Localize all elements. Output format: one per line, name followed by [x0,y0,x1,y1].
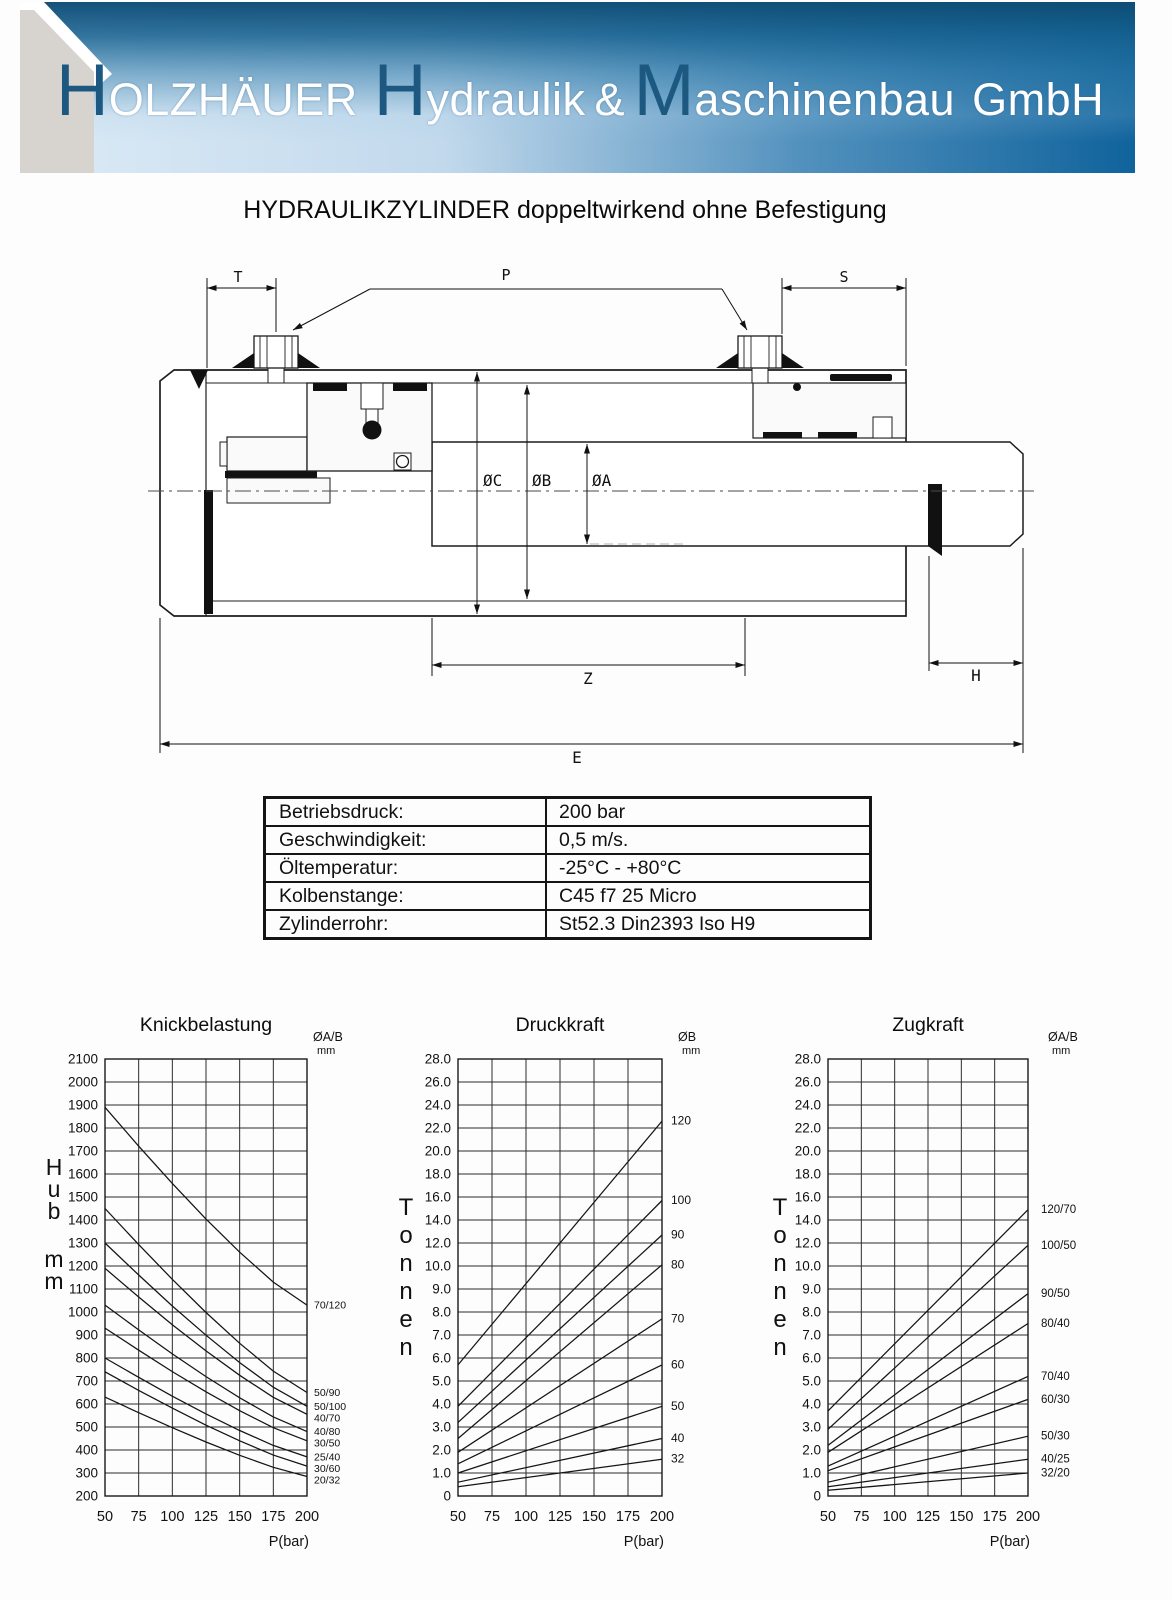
right-axis-title: ØA/B [313,1030,343,1044]
y-tick-label: 10.0 [424,1258,451,1274]
y-tick-label: 300 [75,1465,98,1481]
series-label: 40/80 [314,1426,341,1439]
y-tick-label: 4.0 [432,1396,451,1412]
cap-seal-band [204,490,213,614]
y-axis-title-letter: o [773,1222,787,1249]
series-label: 32 [671,1451,685,1466]
y-axis-title-letter: e [773,1306,787,1333]
y-tick-label: 28.0 [794,1051,821,1067]
y-tick-label: 800 [75,1350,98,1366]
y-tick-label: 900 [75,1327,98,1343]
y-tick-label: 24.0 [794,1097,821,1113]
chart-druckkraft [399,1014,701,1550]
rod-wiper-seal [928,484,942,556]
spec-value: St52.3 Din2393 Iso H9 [559,912,756,935]
y-tick-label: 16.0 [794,1189,821,1205]
y-tick-label: 2100 [67,1051,98,1067]
series-label: 120 [671,1113,692,1128]
y-tick-label: 7.0 [802,1327,821,1343]
piston-seal [393,383,427,391]
x-tick-label: 200 [1015,1509,1041,1525]
dim-label-s: S [839,268,849,286]
series-label: 90 [671,1227,685,1242]
dim-label-p: P [501,266,511,284]
table-row [266,909,869,937]
y-axis-title-letter: u [47,1176,61,1202]
y-tick-label: 1800 [67,1120,98,1136]
x-tick-label: 75 [130,1509,147,1525]
company-banner [20,2,1135,173]
y-axis-title-letter: n [773,1278,787,1305]
series-label: 60 [671,1357,685,1372]
x-axis-label: P(bar) [623,1534,664,1550]
y-tick-label: 1400 [67,1212,98,1228]
x-tick-label: 200 [294,1509,320,1525]
right-axis-title: ØB [678,1030,697,1044]
y-tick-label: 700 [75,1373,98,1389]
spec-value: 0,5 m/s. [559,828,629,851]
dim-label-dia-a: ØA [592,471,612,490]
y-tick-label: 6.0 [802,1350,821,1366]
y-axis-title-letter: T [398,1194,414,1221]
chart-knickbelastung [44,1014,346,1550]
y-tick-label: 26.0 [794,1074,821,1090]
y-tick-label: 600 [75,1396,98,1412]
y-tick-label: 0 [813,1488,821,1504]
y-tick-label: 20.0 [794,1143,821,1159]
y-tick-label: 14.0 [794,1212,821,1228]
x-axis-label: P(bar) [268,1534,309,1550]
series-label: 50/30 [1041,1430,1070,1443]
y-tick-label: 1200 [67,1258,98,1274]
piston-rod [432,442,1023,556]
chart-title: Druckkraft [515,1014,605,1036]
y-axis-title-letter: n [773,1250,787,1277]
table-row [266,825,869,853]
series-label: 100/50 [1041,1239,1077,1252]
x-tick-label: 50 [819,1509,837,1525]
y-tick-label: 3.0 [802,1419,821,1435]
y-tick-label: 1.0 [432,1465,451,1481]
spec-table [263,796,872,940]
spec-value: C45 f7 25 Micro [559,884,697,907]
y-tick-label: 2.0 [802,1442,821,1458]
table-row [266,881,869,909]
spec-label: Öltemperatur: [266,855,547,881]
company-initial-2: H [373,50,427,131]
series-label: 70 [671,1311,685,1326]
x-tick-label: 100 [882,1509,907,1525]
y-tick-label: 200 [75,1488,98,1504]
y-axis-title-letter: m [44,1268,64,1294]
chart-zugkraft [773,1014,1078,1550]
x-tick-label: 100 [513,1509,539,1525]
y-axis-title-letter: n [399,1278,413,1305]
gland-seal [818,432,857,439]
series-label: 120/70 [1041,1204,1077,1217]
y-tick-label: 10.0 [794,1258,821,1274]
x-tick-label: 125 [915,1509,941,1525]
series-label: 100 [671,1192,692,1207]
gland-assembly [753,374,906,439]
spec-label: Kolbenstange: [266,883,547,909]
y-tick-label: 5.0 [802,1373,821,1389]
right-axis-title: ØA/B [1048,1030,1078,1044]
gland-seal [763,432,802,439]
y-tick-label: 24.0 [424,1097,451,1113]
y-tick-label: 26.0 [424,1074,451,1090]
company-word-1: OLZHÄUER [108,74,358,125]
series-label: 80/40 [1041,1318,1070,1330]
y-tick-label: 1500 [67,1189,98,1205]
y-tick-label: 8.0 [432,1304,451,1320]
dimension-z [432,618,745,688]
x-tick-label: 175 [982,1509,1007,1525]
y-tick-label: 18.0 [794,1166,821,1182]
y-tick-label: 9.0 [432,1281,451,1297]
o-ring [397,456,409,468]
company-name [56,2,1104,173]
dimension-p [293,266,747,330]
cylinder-section-drawing [130,256,1070,781]
y-tick-label: 9.0 [802,1281,821,1297]
y-axis-title-letter: e [399,1306,413,1333]
y-tick-label: 1300 [67,1235,98,1251]
company-word-3: aschinenbau [694,74,956,125]
company-suffix: GmbH [972,74,1105,125]
x-tick-label: 125 [547,1509,573,1525]
spec-label: Zylinderrohr: [266,911,547,937]
series-label: 30/50 [314,1437,341,1450]
y-axis-title-letter: o [399,1222,413,1249]
x-tick-label: 150 [949,1509,974,1525]
x-tick-label: 100 [160,1509,185,1525]
right-axis-title-unit: mm [1052,1045,1071,1057]
right-axis-title-unit: mm [317,1045,336,1057]
y-tick-label: 1900 [67,1097,98,1113]
y-tick-label: 1.0 [802,1465,821,1481]
series-label: 50/100 [314,1400,347,1413]
series-label: 90/50 [1041,1288,1070,1301]
x-tick-label: 75 [483,1509,501,1525]
series-label: 60/30 [1041,1393,1070,1406]
dimension-e [160,618,1023,767]
y-tick-label: 2.0 [432,1442,451,1458]
y-tick-label: 1100 [68,1281,98,1297]
y-tick-label: 400 [75,1442,98,1458]
x-tick-label: 200 [649,1509,675,1525]
series-label: 70/40 [1041,1370,1070,1383]
spec-value: -25°C - +80°C [559,856,682,879]
company-initial-3: M [633,50,695,131]
table-row [266,799,869,825]
y-tick-label: 7.0 [432,1327,451,1343]
piston-seal [313,383,347,391]
dim-label-t: T [233,268,243,286]
y-tick-label: 6.0 [432,1350,451,1366]
x-axis-label: P(bar) [989,1534,1030,1550]
series-label: 40/25 [1041,1453,1070,1466]
o-ring [793,383,801,391]
company-initial-1: H [56,50,109,131]
y-axis-title-letter: n [399,1334,413,1361]
spec-label: Geschwindigkeit: [266,827,547,853]
page-title: HYDRAULIKZYLINDER doppeltwirkend ohne Befestigung [243,196,887,224]
y-axis-title-letter: H [45,1154,63,1180]
dim-label-e: E [572,748,582,767]
seal-band [830,374,892,381]
ampersand: & [594,74,625,125]
y-tick-label: 28.0 [424,1051,451,1067]
o-ring [363,421,382,440]
series-label: 30/60 [314,1462,341,1475]
piston-assembly [307,383,432,471]
x-tick-label: 150 [227,1509,252,1525]
series-label: 40/70 [314,1412,341,1425]
series-label: 50/90 [314,1387,341,1399]
charts [0,985,1172,1565]
chart-title: Knickbelastung [139,1014,273,1036]
y-axis-title-letter: b [47,1198,61,1224]
y-tick-label: 16.0 [424,1189,451,1205]
y-tick-label: 22.0 [794,1120,821,1136]
series-label: 25/40 [314,1451,341,1464]
y-tick-label: 18.0 [424,1166,451,1182]
y-axis-title-letter: T [772,1194,788,1221]
y-tick-label: 12.0 [794,1235,821,1251]
company-word-2: ydraulik [426,74,586,125]
series-label: 70/120 [314,1299,347,1312]
x-tick-label: 150 [581,1509,607,1525]
x-tick-label: 50 [96,1509,114,1525]
dim-label-dia-b: ØB [532,471,552,490]
y-tick-label: 0 [443,1488,451,1504]
y-tick-label: 1700 [67,1143,98,1159]
series-label: 40 [671,1431,685,1445]
y-tick-label: 1000 [67,1304,98,1320]
dim-label-dia-c: ØC [483,471,503,490]
y-tick-label: 22.0 [424,1120,451,1136]
y-axis-title-letter: n [399,1250,413,1277]
y-axis-title-letter: m [44,1246,64,1272]
y-tick-label: 20.0 [424,1143,451,1159]
y-tick-label: 14.0 [424,1212,451,1228]
dimension-s [782,268,906,366]
y-tick-label: 5.0 [432,1373,451,1389]
x-tick-label: 175 [261,1509,286,1525]
spec-value: 200 bar [559,800,626,823]
table-row [266,853,869,881]
seal-band [225,471,317,478]
x-tick-label: 75 [853,1509,870,1525]
y-tick-label: 12.0 [424,1235,451,1251]
series-label: 20/32 [314,1474,341,1487]
x-tick-label: 50 [449,1509,467,1525]
y-axis-title-letter: n [773,1334,787,1361]
dim-label-z: Z [583,669,593,688]
x-tick-label: 125 [193,1509,219,1525]
series-label: 32/20 [1041,1467,1070,1480]
dimension-h [929,548,1023,753]
series-label: 80 [671,1257,685,1272]
y-tick-label: 1600 [67,1166,98,1182]
y-tick-label: 4.0 [802,1396,821,1412]
spec-label: Betriebsdruck: [266,799,547,825]
y-tick-label: 3.0 [432,1419,451,1435]
y-tick-label: 500 [75,1419,98,1435]
chart-title: Zugkraft [892,1014,964,1036]
right-axis-title-unit: mm [682,1045,701,1057]
series-label: 50 [671,1398,685,1413]
x-tick-label: 175 [615,1509,641,1525]
dim-label-h: H [971,666,981,685]
y-tick-label: 8.0 [802,1304,821,1320]
y-tick-label: 2000 [67,1074,98,1090]
